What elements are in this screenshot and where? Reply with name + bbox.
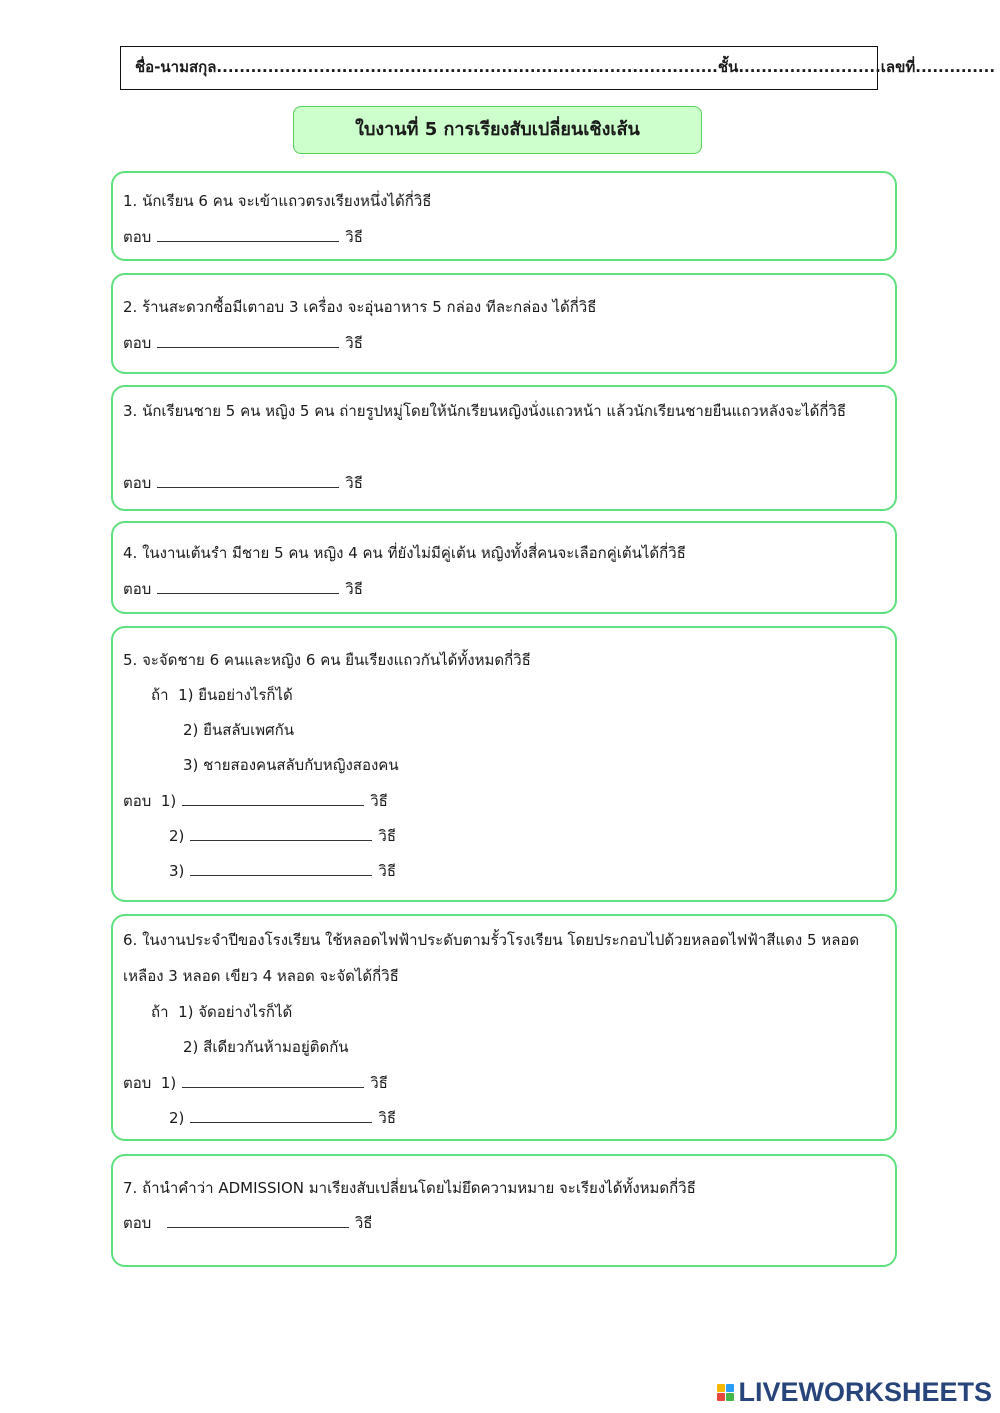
unit-label: วิธี xyxy=(345,580,363,598)
liveworksheets-logo-icon xyxy=(717,1384,734,1401)
question-3-answer-row xyxy=(123,471,363,495)
question-5-answer-row-2: 2) วิธี xyxy=(169,827,396,845)
question-7-answer-row xyxy=(123,1211,372,1235)
question-6-answer-blank-2[interactable] xyxy=(190,1108,372,1123)
condition-prefix: ถ้า xyxy=(151,686,169,704)
question-6-condition-1: ถ้า 1) จัดอย่างไรก็ได้ xyxy=(151,1003,293,1021)
number-field[interactable]: .............. xyxy=(915,58,996,76)
unit-label: วิธี xyxy=(345,334,363,352)
question-4-box xyxy=(111,521,897,614)
worksheet-title xyxy=(293,106,702,154)
name-label: ชื่อ-นามสกุล xyxy=(135,58,217,76)
unit-label: วิธี xyxy=(370,1074,388,1092)
question-6-answer-blank-1[interactable] xyxy=(182,1073,364,1088)
question-1-answer-row xyxy=(123,225,363,249)
question-6-box xyxy=(111,914,897,1141)
question-7-answer-blank[interactable] xyxy=(167,1213,349,1228)
answer-label: ตอบ xyxy=(123,1074,152,1092)
question-5-answer-blank-3[interactable] xyxy=(190,861,372,876)
liveworksheets-logo[interactable] xyxy=(717,1377,992,1407)
condition-prefix: ถ้า xyxy=(151,1003,169,1021)
name-field[interactable]: ........................................................................................ xyxy=(216,58,718,76)
logo-square-4 xyxy=(726,1393,734,1401)
unit-label: วิธี xyxy=(378,862,396,880)
question-5-answer-row-1: ตอบ 1) วิธี xyxy=(123,792,388,810)
question-5-condition-2: 2) ยืนสลับเพศกัน xyxy=(183,721,294,739)
logo-square-1 xyxy=(717,1384,725,1392)
answer-label: ตอบ xyxy=(123,792,152,810)
question-1-text: 1. นักเรียน 6 คน จะเข้าแถวตรงเรียงหนึ่งได้กี่วิธี xyxy=(123,192,432,210)
logo-square-2 xyxy=(726,1384,734,1392)
question-1-answer-blank[interactable] xyxy=(157,227,339,242)
question-2-text: 2. ร้านสะดวกซื้อมีเตาอบ 3 เครื่อง จะอุ่นอาหาร 5 กล่อง ทีละกล่อง ได้กี่วิธี xyxy=(123,298,597,316)
unit-label: วิธี xyxy=(345,228,363,246)
question-5-box xyxy=(111,626,897,902)
question-7-text: 7. ถ้านำคำว่า ADMISSION มาเรียงสับเปลี่ยนโดยไม่ยึดความหมาย จะเรียงได้ทั้งหมดกี่วิธี xyxy=(123,1179,696,1197)
question-7-box xyxy=(111,1154,897,1267)
number-label: เลขที่ xyxy=(880,58,916,76)
unit-label: วิธี xyxy=(354,1214,373,1232)
question-4-text: 4. ในงานเต้นรำ มีชาย 5 คน หญิง 4 คน ที่ยังไม่มีคู่เต้น หญิงทั้งสี่คนจะเลือกคู่เต้นได้กี่วิธี xyxy=(123,544,686,562)
question-3-text: 3. นักเรียนชาย 5 คน หญิง 5 คน ถ่ายรูปหมู่โดยให้นักเรียนหญิงนั่งแถวหน้า แล้วนักเรียนชายยืนแถวหลังจะได้กี่วิธี xyxy=(123,402,847,420)
question-6-text: 6. ในงานประจำปีของโรงเรียน ใช้หลอดไฟฟ้าประดับตามรั้วโรงเรียน โดยประกอบไปด้วยหลอดไฟฟ้าสีแดง 5 หลอด เหลือง 3 หลอด เขียว 4 หลอด จะจัดได้กี่วิธี xyxy=(123,931,860,985)
question-5-text: 5. จะจัดชาย 6 คนและหญิง 6 คน ยืนเรียงแถวกันได้ทั้งหมดกี่วิธี xyxy=(123,651,531,669)
answer-label: ตอบ xyxy=(123,474,152,492)
student-info-box xyxy=(120,46,996,90)
question-4-answer-row xyxy=(123,577,363,601)
logo-text: LIVEWORKSHEETS xyxy=(738,1376,992,1407)
question-3-box xyxy=(111,385,897,511)
worksheet-title-text: ใบงานที่ 5 การเรียงสับเปลี่ยนเชิงเส้น xyxy=(355,119,640,140)
question-2-answer-blank[interactable] xyxy=(157,333,339,348)
question-1-box xyxy=(111,171,897,261)
class-label: ชั้น xyxy=(717,58,739,76)
question-2-answer-row xyxy=(123,331,363,355)
unit-label: วิธี xyxy=(370,792,388,810)
question-5-condition-3: 3) ชายสองคนสลับกับหญิงสองคน xyxy=(183,756,399,774)
question-5-condition-1: ถ้า 1) ยืนอย่างไรก็ได้ xyxy=(151,686,293,704)
unit-label: วิธี xyxy=(378,827,396,845)
answer-label: ตอบ xyxy=(123,1214,152,1232)
question-4-answer-blank[interactable] xyxy=(157,579,339,594)
logo-square-3 xyxy=(717,1393,725,1401)
answer-label: ตอบ xyxy=(123,228,152,246)
question-3-answer-blank[interactable] xyxy=(157,473,339,488)
question-6-answer-row-1: ตอบ 1) วิธี xyxy=(123,1074,388,1092)
question-5-answer-blank-2[interactable] xyxy=(190,826,372,841)
question-6-condition-2: 2) สีเดียวกันห้ามอยู่ติดกัน xyxy=(183,1038,349,1056)
question-5-answer-blank-1[interactable] xyxy=(182,791,364,806)
question-2-box xyxy=(111,273,897,374)
question-5-answer-row-3: 3) วิธี xyxy=(169,862,396,880)
unit-label: วิธี xyxy=(345,474,363,492)
question-6-answer-row-2: 2) วิธี xyxy=(169,1109,396,1127)
unit-label: วิธี xyxy=(378,1109,396,1127)
answer-label: ตอบ xyxy=(123,580,152,598)
class-field[interactable]: ......................... xyxy=(738,58,881,76)
answer-label: ตอบ xyxy=(123,334,152,352)
